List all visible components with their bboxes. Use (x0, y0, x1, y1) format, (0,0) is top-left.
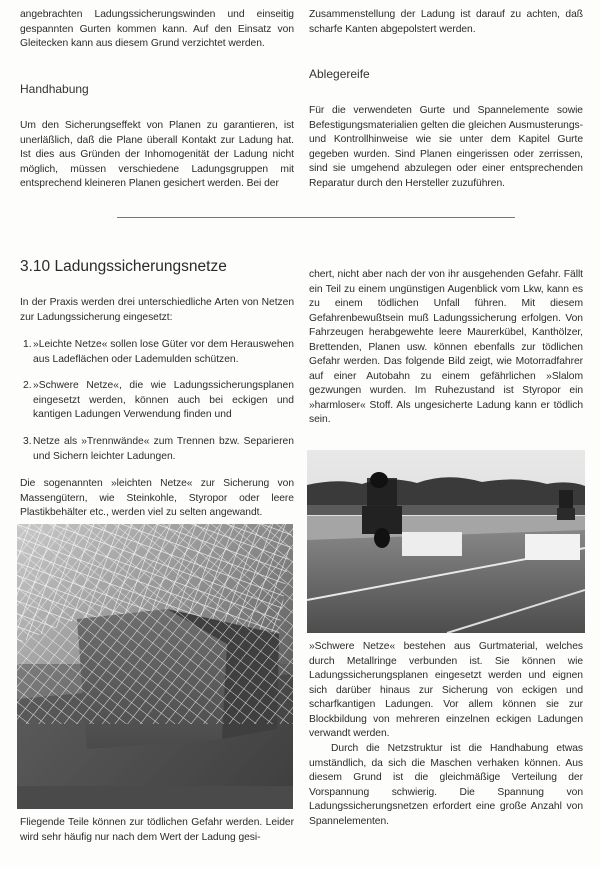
fliegende-teile-paragraph: Fliegende Teile können zur tödlichen Gefahr werden. Leider wird sehr häufig nur nach dem Wert der Ladung gesi- (20, 817, 294, 843)
ablegereife-paragraph: Für die verwendeten Gurte und Spannelemente sowie Befestigungsmaterialien gelten die gleichen Ausmusterungs- und Kontrollhinweise wie sie unter dem Kapitel Gurte gegeben wurden. Sind Planen eingerissen oder zerrissen, sind sie umgehend abzulegen oder einer entsprechenden Reparatur durch den Hersteller zuzuführen. (309, 105, 583, 189)
section-intro: In der Praxis werden drei unterschiedliche Arten von Netzen zur Ladungssicherung eingesetzt: (20, 297, 294, 323)
net-cargo-photo (17, 524, 293, 809)
list-item-3 (23, 435, 294, 464)
section-heading: 3.10 Ladungssicherungsnetze (20, 258, 227, 275)
top-left-paragraph: angebrachten Ladungssicherungswinden und einseitig gespannten Gurten kommen kann. Auf den Einsatz von Gleitecken kann aus diesem Grund verzichtet werden. (20, 9, 294, 49)
handhabung-paragraph: Um den Sicherungseffekt von Planen zu garantieren, ist unerläßlich, daß die Plane überall Kontakt zur Ladung hat. Ist dies aus Gründen der Inhomogenität der Ladung nicht möglich, müssen verschiedene Ladungsgruppen mit entsprechend kleineren Planen gesichert werden. Bei der (20, 120, 294, 189)
list-number: 1. (23, 339, 32, 350)
right-column-paragraph: chert, nicht aber nach der von ihr ausgehenden Gefahr. Fällt ein Teil zu einem ungünstigen Augenblick vom Lkw, kann es zu einem tödlichen Unfall führen. Mit diesem Gefahrenbewußtsein muß Ladungssicherung erfolgen. Von Fahrzeugen herabgewehte leere Maurerkübel, Kanthölzer, Brettenden, Planen usw. können ebenfalls zur tödlichen Gefahr werden. Das folgende Bild zeigt, wie Motorradfahrer auf einer Autobahn zu einem gefährlichen »Slalom gezwungen wurden. Im Ruhezustand ist Styropor ein »harmloser« Stoff. Als ungesicherte Ladung kann er tödlich sein. (309, 269, 583, 425)
leichte-netze-paragraph: Die sogenannten »leichten Netze« zur Sicherung von Massengütern, wie Steinkohle, Styropor oder leere Plastikbehälter etc., werden viel zu selten angewandt. (20, 478, 294, 518)
handhabung-heading: Handhabung (20, 82, 89, 96)
list-item-1 (23, 338, 294, 367)
motorway-image (307, 450, 585, 633)
schwere-netze-paragraph: »Schwere Netze« bestehen aus Gurtmaterial, welches durch Metallringe verbunden ist. Sie können wie Ladungssicherungsplanen eingesetzt werden und eignen sich darüber hinaus zur Sicherung von eckigen und scharfkantigen Ladungen. Vor allem können sie zur Blockbildung von mehreren einzelnen eckigen Ladungen verwandt werden. (309, 641, 583, 739)
motorway-photo (307, 450, 585, 633)
ablegereife-heading: Ablegereife (309, 67, 370, 81)
netzstruktur-paragraph: Durch die Netzstruktur ist die Handhabung etwas umständlich, da sich die Maschen verhaken können. Aus diesem Grund ist die gleichmäßige Verteilung der Vorspannung schwierig. Die Spannung von Ladungssicherungsnetzen erfordert eine große Anzahl von Spannelementen. (309, 743, 583, 827)
list-item-text: »Leichte Netze« sollen lose Güter vor dem Herauswehen aus Ladeflächen oder Lademulden schützen. (33, 339, 294, 365)
list-item-text: »Schwere Netze«, die wie Ladungssicherungsplanen eingesetzt werden, können auch bei eckigen und kantigen Ladungen Verwendung finden und (33, 380, 294, 420)
list-item-2 (23, 379, 294, 423)
list-number: 3. (23, 436, 32, 447)
top-right-paragraph: Zusammenstellung der Ladung ist darauf zu achten, daß scharfe Kanten abgepolstert werden. (309, 9, 583, 35)
list-number: 2. (23, 380, 32, 391)
net-cargo-image (17, 524, 293, 809)
list-item-text: Netze als »Trennwände« zum Trennen bzw. Separieren und Sichern leichter Ladungen. (33, 436, 294, 462)
section-divider (117, 217, 515, 218)
